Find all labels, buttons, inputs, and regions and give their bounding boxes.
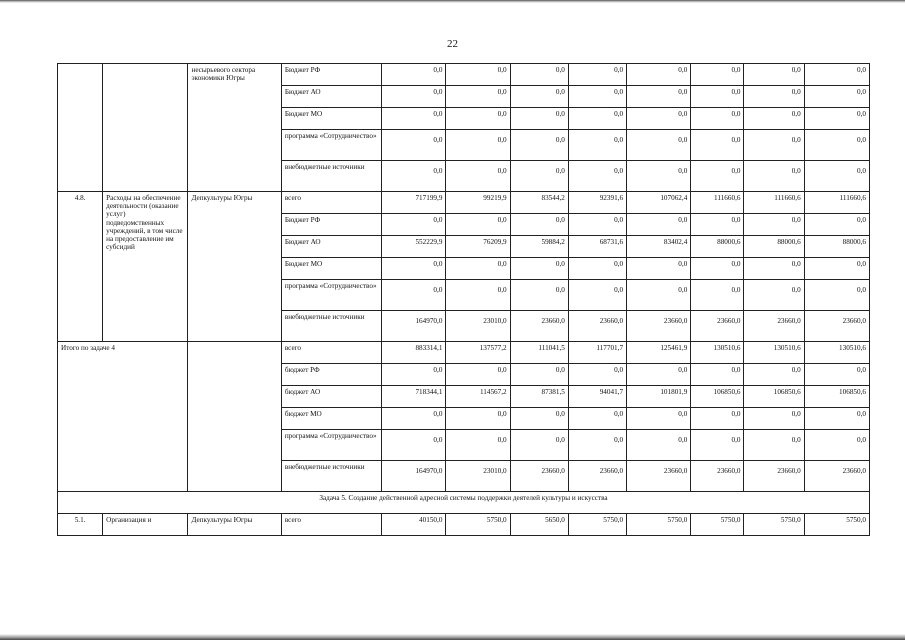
amount-cell: 0,0 xyxy=(568,280,626,311)
amount-cell: 0,0 xyxy=(691,86,744,108)
table-body xyxy=(58,64,870,536)
amount-cell: 5750,0 xyxy=(691,514,744,536)
amount-cell: 94041,7 xyxy=(568,386,626,408)
amount-cell: 137577,2 xyxy=(446,342,510,364)
amount-cell: 87381,5 xyxy=(510,386,568,408)
amount-cell: 0,0 xyxy=(446,86,510,108)
amount-cell: 23010,0 xyxy=(446,461,510,492)
amount-cell: 23660,0 xyxy=(510,461,568,492)
item-number-cell: 5.1. xyxy=(58,514,103,536)
amount-cell: 106850,6 xyxy=(691,386,744,408)
amount-cell: 0,0 xyxy=(744,364,804,386)
funding-source-cell: программа «Сотрудничество» xyxy=(281,130,381,161)
amount-cell: 0,0 xyxy=(446,130,510,161)
amount-cell: 0,0 xyxy=(382,108,446,130)
amount-cell: 0,0 xyxy=(744,408,804,430)
amount-cell: 111041,5 xyxy=(510,342,568,364)
amount-cell: 0,0 xyxy=(382,408,446,430)
amount-cell: 0,0 xyxy=(627,108,691,130)
amount-cell: 0,0 xyxy=(691,280,744,311)
amount-cell: 106850,6 xyxy=(804,386,869,408)
amount-cell: 0,0 xyxy=(744,86,804,108)
table-row xyxy=(58,514,870,536)
amount-cell: 0,0 xyxy=(627,86,691,108)
amount-cell: 0,0 xyxy=(446,364,510,386)
amount-cell: 0,0 xyxy=(510,64,568,86)
task-heading-row xyxy=(58,492,870,514)
amount-cell: 0,0 xyxy=(691,161,744,192)
amount-cell: 0,0 xyxy=(691,258,744,280)
amount-cell: 0,0 xyxy=(510,214,568,236)
amount-cell: 0,0 xyxy=(744,161,804,192)
funding-source-cell: внебюджетные источники xyxy=(281,161,381,192)
task-heading: Задача 5. Создание действенной адресной системы поддержки деятелей культуры и искусства xyxy=(58,492,870,514)
amount-cell: 0,0 xyxy=(568,408,626,430)
executor-cell: Депкультуры Югры xyxy=(188,514,281,536)
amount-cell: 0,0 xyxy=(382,280,446,311)
amount-cell: 130510,6 xyxy=(804,342,869,364)
amount-cell: 0,0 xyxy=(446,161,510,192)
amount-cell: 0,0 xyxy=(691,214,744,236)
funding-source-cell: Бюджет АО xyxy=(281,236,381,258)
amount-cell: 0,0 xyxy=(568,64,626,86)
amount-cell: 164970,0 xyxy=(382,461,446,492)
amount-cell: 0,0 xyxy=(691,408,744,430)
scan-edge-top xyxy=(0,0,905,3)
amount-cell: 0,0 xyxy=(446,280,510,311)
amount-cell: 0,0 xyxy=(382,64,446,86)
amount-cell: 0,0 xyxy=(568,430,626,461)
amount-cell: 0,0 xyxy=(382,86,446,108)
amount-cell: 111660,6 xyxy=(744,192,804,214)
funding-source-cell: Бюджет АО xyxy=(281,86,381,108)
item-number-cell: 4.8. xyxy=(58,192,103,342)
amount-cell: 0,0 xyxy=(382,364,446,386)
amount-cell: 101801,9 xyxy=(627,386,691,408)
amount-cell: 0,0 xyxy=(568,258,626,280)
amount-cell: 0,0 xyxy=(691,64,744,86)
amount-cell: 0,0 xyxy=(804,364,869,386)
amount-cell: 0,0 xyxy=(627,161,691,192)
amount-cell: 0,0 xyxy=(568,130,626,161)
amount-cell: 0,0 xyxy=(510,258,568,280)
amount-cell: 5750,0 xyxy=(804,514,869,536)
funding-source-cell: всего xyxy=(281,342,381,364)
funding-source-cell: Бюджет МО xyxy=(281,108,381,130)
amount-cell: 76209,9 xyxy=(446,236,510,258)
amount-cell: 88000,6 xyxy=(691,236,744,258)
amount-cell: 130510,6 xyxy=(691,342,744,364)
amount-cell: 23660,0 xyxy=(627,461,691,492)
amount-cell: 23660,0 xyxy=(568,311,626,342)
amount-cell: 5750,0 xyxy=(627,514,691,536)
amount-cell: 5750,0 xyxy=(744,514,804,536)
amount-cell: 0,0 xyxy=(382,430,446,461)
amount-cell: 0,0 xyxy=(804,161,869,192)
amount-cell: 0,0 xyxy=(446,64,510,86)
amount-cell: 0,0 xyxy=(382,214,446,236)
amount-cell: 0,0 xyxy=(510,108,568,130)
amount-cell: 718344,1 xyxy=(382,386,446,408)
funding-source-cell: внебюджетные источники xyxy=(281,461,381,492)
amount-cell: 0,0 xyxy=(804,280,869,311)
amount-cell: 0,0 xyxy=(744,280,804,311)
amount-cell: 0,0 xyxy=(510,430,568,461)
amount-cell: 0,0 xyxy=(568,214,626,236)
amount-cell: 0,0 xyxy=(804,108,869,130)
amount-cell: 164970,0 xyxy=(382,311,446,342)
amount-cell: 23660,0 xyxy=(804,461,869,492)
amount-cell: 0,0 xyxy=(804,408,869,430)
table-row xyxy=(58,342,870,364)
item-name-cell: Организация и xyxy=(103,514,188,536)
amount-cell: 23660,0 xyxy=(804,311,869,342)
amount-cell: 23010,0 xyxy=(446,311,510,342)
amount-cell: 0,0 xyxy=(627,214,691,236)
funding-source-cell: бюджет МО xyxy=(281,408,381,430)
amount-cell: 107062,4 xyxy=(627,192,691,214)
amount-cell: 23660,0 xyxy=(627,311,691,342)
amount-cell: 92391,6 xyxy=(568,192,626,214)
amount-cell: 23660,0 xyxy=(510,311,568,342)
amount-cell: 0,0 xyxy=(804,214,869,236)
amount-cell: 23660,0 xyxy=(691,311,744,342)
funding-source-cell: Бюджет МО xyxy=(281,258,381,280)
amount-cell: 0,0 xyxy=(446,408,510,430)
funding-source-cell: бюджет АО xyxy=(281,386,381,408)
page-number: 22 xyxy=(447,38,458,50)
amount-cell: 40150,0 xyxy=(382,514,446,536)
amount-cell: 0,0 xyxy=(382,161,446,192)
funding-source-cell: программа «Сотрудничество» xyxy=(281,430,381,461)
amount-cell: 5650,0 xyxy=(510,514,568,536)
task-total-label: Итого по задаче 4 xyxy=(58,342,188,492)
amount-cell: 0,0 xyxy=(382,258,446,280)
funding-source-cell: внебюджетные источники xyxy=(281,311,381,342)
amount-cell: 0,0 xyxy=(627,430,691,461)
amount-cell: 0,0 xyxy=(627,258,691,280)
amount-cell: 0,0 xyxy=(627,280,691,311)
amount-cell: 5750,0 xyxy=(446,514,510,536)
amount-cell: 0,0 xyxy=(510,86,568,108)
amount-cell: 0,0 xyxy=(744,258,804,280)
amount-cell: 83544,2 xyxy=(510,192,568,214)
amount-cell: 0,0 xyxy=(510,280,568,311)
funding-source-cell: всего xyxy=(281,192,381,214)
amount-cell: 0,0 xyxy=(568,86,626,108)
funding-source-cell: Бюджет РФ xyxy=(281,214,381,236)
item-name-cell xyxy=(103,64,188,192)
program-name-cell: несырьевого сектора экономики Югры xyxy=(188,64,281,192)
amount-cell: 23660,0 xyxy=(744,311,804,342)
amount-cell: 0,0 xyxy=(510,364,568,386)
amount-cell: 0,0 xyxy=(568,364,626,386)
amount-cell: 111660,6 xyxy=(804,192,869,214)
amount-cell: 0,0 xyxy=(446,214,510,236)
amount-cell: 0,0 xyxy=(446,258,510,280)
funding-source-cell: Бюджет РФ xyxy=(281,64,381,86)
amount-cell: 0,0 xyxy=(691,430,744,461)
amount-cell: 0,0 xyxy=(446,108,510,130)
amount-cell: 117701,7 xyxy=(568,342,626,364)
table-row xyxy=(58,192,870,214)
amount-cell: 0,0 xyxy=(804,258,869,280)
amount-cell: 0,0 xyxy=(691,364,744,386)
executor-cell xyxy=(188,342,281,492)
amount-cell: 0,0 xyxy=(627,64,691,86)
amount-cell: 0,0 xyxy=(510,130,568,161)
amount-cell: 23660,0 xyxy=(691,461,744,492)
table-row xyxy=(58,64,870,86)
amount-cell: 0,0 xyxy=(691,108,744,130)
amount-cell: 0,0 xyxy=(382,130,446,161)
funding-source-cell: бюджет РФ xyxy=(281,364,381,386)
amount-cell: 0,0 xyxy=(627,364,691,386)
amount-cell: 23660,0 xyxy=(568,461,626,492)
amount-cell: 0,0 xyxy=(744,64,804,86)
amount-cell: 59884,2 xyxy=(510,236,568,258)
executor-cell: Депкультуры Югры xyxy=(188,192,281,342)
amount-cell: 0,0 xyxy=(804,64,869,86)
amount-cell: 717199,9 xyxy=(382,192,446,214)
amount-cell: 5750,0 xyxy=(568,514,626,536)
amount-cell: 88000,6 xyxy=(804,236,869,258)
funding-source-cell: программа «Сотрудничество» xyxy=(281,280,381,311)
amount-cell: 114567,2 xyxy=(446,386,510,408)
amount-cell: 23660,0 xyxy=(744,461,804,492)
amount-cell: 0,0 xyxy=(568,108,626,130)
amount-cell: 111660,6 xyxy=(691,192,744,214)
amount-cell: 0,0 xyxy=(804,130,869,161)
amount-cell: 125461,9 xyxy=(627,342,691,364)
amount-cell: 88000,6 xyxy=(744,236,804,258)
funding-source-cell: всего xyxy=(281,514,381,536)
amount-cell: 0,0 xyxy=(627,130,691,161)
amount-cell: 0,0 xyxy=(744,108,804,130)
budget-table xyxy=(57,63,870,536)
amount-cell: 83402,4 xyxy=(627,236,691,258)
amount-cell: 130510,6 xyxy=(744,342,804,364)
item-number-cell xyxy=(58,64,103,192)
amount-cell: 106850,6 xyxy=(744,386,804,408)
amount-cell: 99219,9 xyxy=(446,192,510,214)
amount-cell: 0,0 xyxy=(627,408,691,430)
scan-edge-bottom xyxy=(0,634,905,640)
amount-cell: 552229,9 xyxy=(382,236,446,258)
amount-cell: 0,0 xyxy=(568,161,626,192)
amount-cell: 0,0 xyxy=(744,214,804,236)
amount-cell: 0,0 xyxy=(691,130,744,161)
item-name-cell: Расходы на обеспечение деятельности (оказание услуг) подведомственных учреждений, в том числе на предоставление им субсидий xyxy=(103,192,188,342)
amount-cell: 0,0 xyxy=(804,86,869,108)
amount-cell: 0,0 xyxy=(510,408,568,430)
amount-cell: 0,0 xyxy=(744,430,804,461)
amount-cell: 0,0 xyxy=(804,430,869,461)
amount-cell: 0,0 xyxy=(446,430,510,461)
amount-cell: 0,0 xyxy=(744,130,804,161)
amount-cell: 0,0 xyxy=(510,161,568,192)
amount-cell: 883314,1 xyxy=(382,342,446,364)
amount-cell: 68731,6 xyxy=(568,236,626,258)
